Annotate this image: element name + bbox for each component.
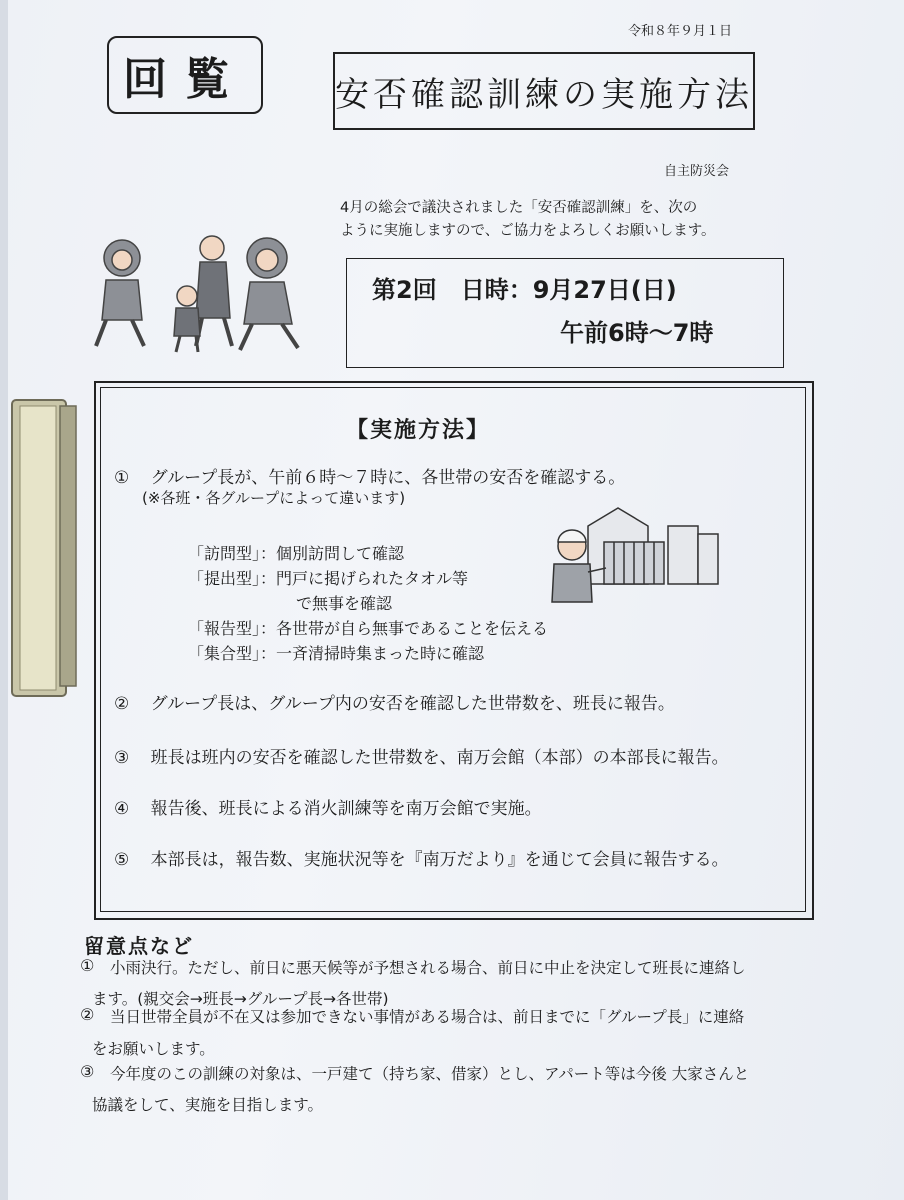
item-text: 班長は班内の安否を確認した世帯数を、南万会館（本部）の本部長に報告。 [150, 748, 729, 768]
item-text: 報告後、班長による消火訓練等を南万会館で実施。 [150, 799, 542, 819]
type-report [188, 616, 548, 639]
house-visit-illustration [548, 506, 722, 604]
method-heading: 【実施方法】 [346, 418, 491, 443]
binder-clip-icon [6, 396, 80, 698]
type-desc: ：一斉清掃時集まった時に確認 [260, 644, 485, 663]
caution-number: ① [80, 956, 95, 975]
method-item-1 [114, 463, 625, 488]
item-number: ③ [114, 748, 130, 768]
caution-number: ③ [80, 1062, 95, 1081]
type-desc: で無事を確認 [296, 594, 393, 613]
schedule-time: 午前6時～7時 [560, 319, 714, 347]
method-note: (※各班・各グループによって違います) [142, 489, 406, 507]
type-name: 「訪問型」 [188, 544, 261, 563]
caution-1-line-1: 小雨決行。ただし、前日に悪天候等が予想される場合、前日に中止を決定して班長に連絡し [110, 959, 746, 977]
type-name: 「集合型」 [188, 644, 261, 663]
item-text: 本部長は，報告数、実施状況等を『南万だより』を通じて会員に報告する。 [150, 850, 729, 870]
item-text: グループ長が、午前６時～７時に、各世帯の安否を確認する。 [150, 468, 626, 488]
item-number: ⑤ [114, 850, 130, 870]
document-title: 安否確認訓練の実施方法 [333, 52, 755, 130]
type-submit-continued [296, 591, 392, 614]
method-item-5 [114, 845, 729, 870]
method-item-2 [114, 689, 675, 714]
cautions-heading: 留意点など [84, 934, 194, 958]
type-desc: ：個別訪問して確認 [260, 544, 405, 563]
item-number: ④ [114, 799, 130, 819]
item-number: ② [114, 694, 130, 714]
caution-3-line-2: 協議をして、実施を目指します。 [92, 1096, 323, 1114]
type-submit [188, 566, 468, 589]
type-name: 「報告型」 [188, 619, 261, 638]
item-number: ① [114, 468, 130, 488]
type-desc: ：門戸に掲げられたタオル等 [260, 569, 469, 588]
kairan-stamp: 回覧 [107, 36, 263, 114]
caution-3-line-1: 今年度のこの訓練の対象は、一戸建て（持ち家、借家）とし、アパート等は今後 大家さんと [110, 1065, 750, 1083]
caution-1-line-2: ます。(親交会→班長→グループ長→各世帯) [92, 990, 389, 1008]
intro-line-1: 4月の総会で議決されました「安否確認訓練」を、次の [340, 200, 698, 216]
type-desc: ：各世帯が自ら無事であることを伝える [260, 619, 549, 638]
method-item-4 [114, 794, 542, 819]
type-name: 「提出型」 [188, 569, 261, 588]
caution-2-line-2: をお願いします。 [92, 1040, 215, 1058]
evacuating-family-illustration [92, 228, 312, 356]
intro-line-2: ように実施しますので、ご協力をよろしくお願いします。 [340, 223, 716, 239]
caution-2-line-1: 当日世帯全員が不在又は参加できない事情がある場合は、前日までに「グループ長」に連絡 [110, 1008, 745, 1026]
caution-number: ② [80, 1005, 95, 1024]
item-text: グループ長は、グループ内の安否を確認した世帯数を、班長に報告。 [150, 694, 675, 714]
schedule-date: 第2回 日時：9月27日(日) [372, 276, 677, 304]
method-item-3 [114, 743, 729, 768]
intro-paragraph [340, 197, 780, 243]
issue-date: 令和８年９月１日 [628, 24, 733, 39]
type-gather [188, 641, 484, 664]
organization-name: 自主防災会 [664, 164, 730, 179]
type-visit [188, 541, 404, 564]
